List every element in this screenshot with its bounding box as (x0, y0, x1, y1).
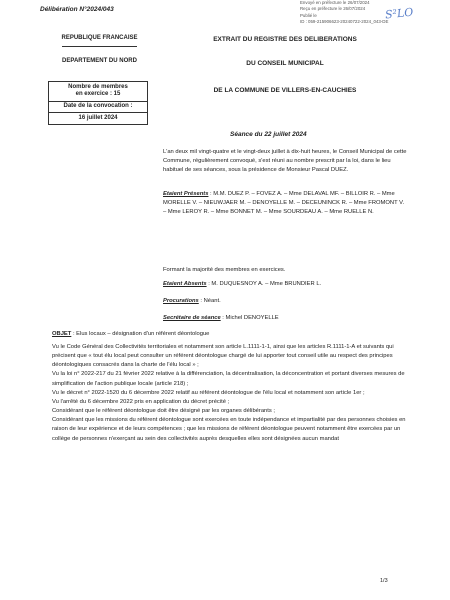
republique-label: REPUBLIQUE FRANCAISE (61, 35, 138, 41)
objet-text: : Elus locaux – désignation d'un référent déontologue (71, 331, 210, 337)
paragraph: Considérant que les missions du référent déontologue sont exercées en toute indépendance et impartialité par des personnes choisies en raison de leur expérience et de leurs compétences ; que les missions de référent déontologue peuvent notamment être exercées par un collège de personnes n'exerçant au sein des collectivités auprès desquelles elles sont désignées aucun mandat (52, 417, 406, 442)
paragraph: Vu le décret n° 2022-1520 du 6 décembre 2022 relatif au référent déontologue de l'élu local et notamment son article 1er ; (52, 389, 365, 396)
members-count (49, 82, 147, 102)
secretary-text: : Michel DENOYELLE (220, 315, 279, 321)
legal-body (52, 343, 414, 444)
members-info-box (48, 81, 148, 125)
secretary-label: Secrétaire de séance (163, 315, 221, 321)
prefecture-stamp (300, 0, 450, 26)
absent-members (163, 280, 408, 289)
commune-title: DE LA COMMUNE DE VILLERS-EN-CAUCHIES (213, 87, 357, 94)
page-number: 1/3 (380, 578, 388, 584)
procurations-label: Procurations (163, 298, 199, 304)
members-label: Nombre de membres (68, 83, 128, 90)
deliberation-number: Délibération N°2024/043 (40, 6, 114, 13)
stamp-line: Envoyé en préfecture le 26/07/2024 (300, 0, 370, 5)
stamp-line: ID : 059-215906623-20240722-2024_043-DE (300, 19, 389, 25)
paragraph: Vu la loi n° 2022-217 du 21 février 2022 relative à la différenciation, la décentralisation, la déconcentration et portant diverses mesures de simplification de l'action publique locale (article 218) ; (52, 371, 405, 387)
members-value: en exercice : 15 (75, 91, 121, 98)
convocation-date: 16 juillet 2024 (78, 114, 118, 121)
council-title: DU CONSEIL MUNICIPAL (246, 60, 324, 67)
paragraph: Vu le Code Général des Collectivités territoriales et notamment son article L.1111-1-1, ainsi que les articles R.1111-1-A et suivants qui précisent que « tout élu local peut consulter un référent déontologue chargé de lui apporter tout conseil utile au respect des principes déontologiques consacrés dans la charte de l'élu local » ; (52, 344, 394, 369)
paragraph: Vu l'arrêté du 6 décembre 2022 pris en application du décret précité ; (52, 398, 230, 405)
seance-date: Séance du 22 juillet 2024 (230, 131, 307, 138)
secretary (163, 314, 408, 323)
stamp-line: Publié le (300, 12, 317, 18)
majority-text: Formant la majorité des membres en exercices. (163, 267, 286, 273)
register-title: EXTRAIT DU REGISTRE DES DELIBERATIONS (213, 36, 357, 43)
absents-label: Etaient Absents (163, 281, 207, 287)
present-members (163, 190, 408, 217)
procurations-text: : Néant. (198, 298, 221, 304)
divider (62, 46, 137, 47)
absents-text: : M. DUQUESNOY A. – Mme BRUNDIER L. (206, 281, 322, 287)
present-text: : M.M. DUEZ P. – FOVEZ A. – Mme DELAVAL MF. – BILLOIR R. – Mme MORELLE V. – NIEUWJAER M. – DENOYELLE M. – DECEUNINCK R. – Mme FROMONT V. – Mme LEROY R. – Mme BONNET M. – Mme SOURDEAU A. – Mme RUELLE N. (163, 191, 405, 215)
stamp-line: Reçu en préfecture le 26/07/2024 (300, 6, 366, 12)
paragraph: Considérant que le référent déontologue doit être désigné par les organes délibérants ; (52, 408, 276, 415)
handwritten-signature: S²LO (384, 5, 414, 22)
objet-label: OBJET (52, 331, 72, 337)
departement-label: DEPARTEMENT DU NORD (62, 58, 137, 64)
objet-line (52, 331, 412, 337)
present-label: Etaient Présents (163, 191, 209, 197)
convocation-label: Date de la convocation : (49, 102, 147, 114)
procurations (163, 297, 408, 306)
intro-paragraph: L'an deux mil vingt-quatre et le vingt-deux juillet à dix-huit heures, le Conseil Municipal de cette Commune, régulièrement convoqué, s'est réuni au nombre prescrit par la loi, dans le lieu habituel de ses séances, sous la présidence de Monsieur Pascal DUEZ. (163, 149, 407, 173)
